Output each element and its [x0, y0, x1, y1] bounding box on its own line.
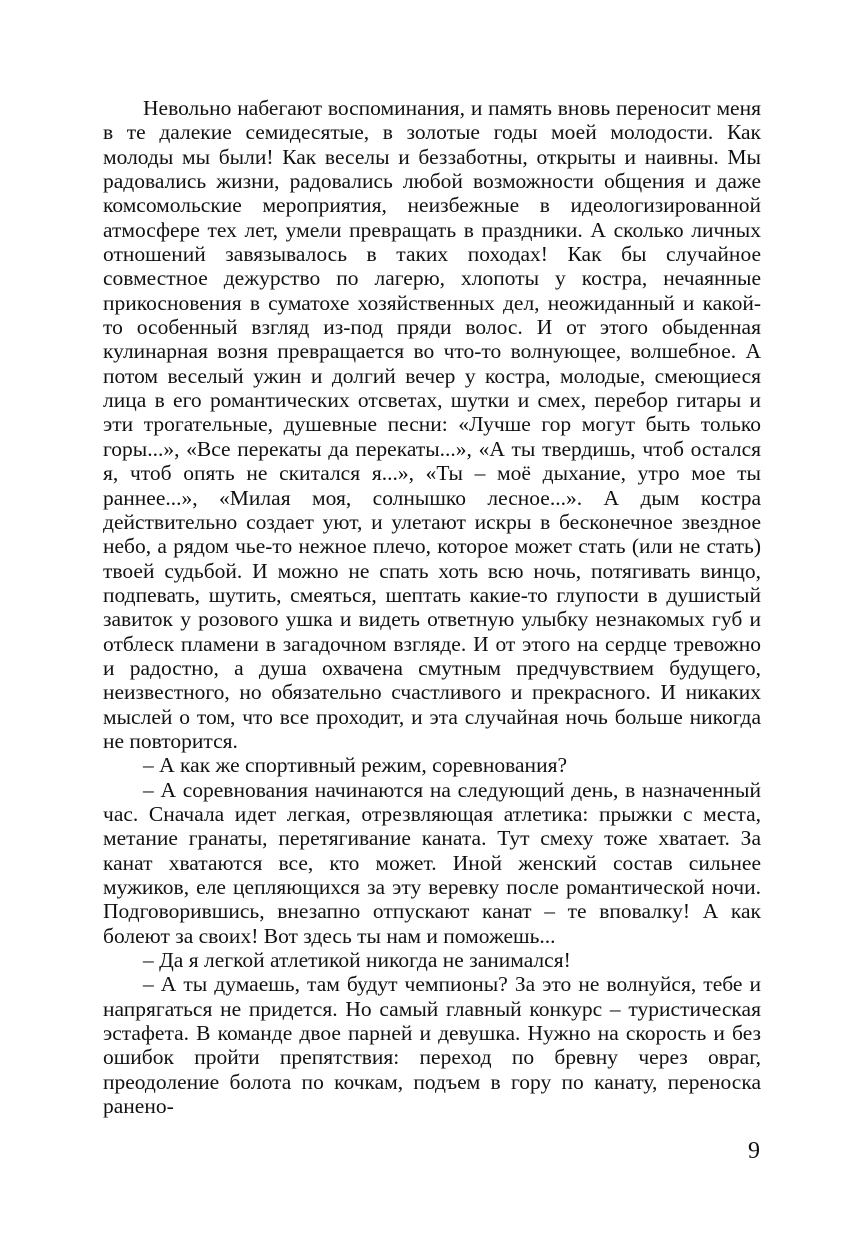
paragraph-dialogue-athletics: – Да я легкой атлетикой никогда не занимался! — [143, 948, 571, 973]
paragraph-dialogue-question: – А как же спортивный режим, соревнования? — [143, 753, 568, 778]
paragraph-memories: Невольно набегают воспоминания, и память вновь переносит меня в те далекие семидесятые, в золотые годы моей молодости. Как молоды мы были! Как веселы и беззаботны, открыты и наивны. Мы радовались жизни, радовались любой возможности общения и даже комсомольские мероприятия, неизбежные в идеологизированной атмосфере тех лет, умели превращать в праздники. А сколько личных отношений завязывалось в таких походах! Как бы случайное совместное дежурство по лагерю, хлопоты у костра, нечаянные прикосновения в суматохе хозяйственных дел, неожиданный и какой-то особенный взгляд из-под пряди волос. И от этого обыденная кулинарная возня превращается во что-то волнующее, волшебное. А потом веселый ужин и долгий вечер у костра, молодые, смеющиеся лица в его романтических отсветах, шутки и смех, перебор гитары и эти трогательные, душевные песни: «Лучше гор могут быть только горы...», «Все перекаты да перекаты...», «А ты твердишь, чтоб остался я, чтоб опять не скитался я...», «Ты – моё дыхание, утро мое ты раннее...», «Милая моя, солнышко лесное...». А дым костра действительно создает уют, и улетают искры в бесконечное звездное небо, а рядом чье-то нежное плечо, которое может стать (или не стать) твоей судьбой. И можно не спать хоть всю ночь, потягивать винцо, подпевать, шутить, смеяться, шептать какие-то глупости в душистый завиток у розового ушка и видеть ответную улыбку незнакомых губ и отблеск пламени в загадочном взгляде. И от этого на сердце тревожно и радостно, а душа охвачена смутным предчувствием будущего, неизвестного, но обязательно счастливого и прекрасного. И никаких мыслей о том, что все проходит, и эта случайная ночь больше никогда не повторится. — [103, 96, 761, 753]
paragraph-relay: – А ты думаешь, там будут чемпионы? За это не волнуйся, тебе и напрягаться не придется. Но самый главный конкурс – туристическая эстафета. В команде двое парней и девушка. Нужно на скорость и без ошибок пройти препятствия: переход по бревну через овраг, преодоление болота по кочкам, подъем в гору по канату, переноска ранено- — [103, 972, 761, 1119]
main-text — [103, 96, 761, 1118]
page-number: 9 — [748, 1138, 760, 1164]
paragraph-competitions: – А соревнования начинаются на следующий день, в назначенный час. Сначала идет легкая, отрезвляющая атлетика: прыжки с места, метание гранаты, перетягивание каната. Тут смеху тоже хватает. За канат хватаются все, кто может. Иной женский состав сильнее мужиков, еле цепляющихся за эту веревку после романтической ночи. Подговорившись, внезапно отпускают канат – те вповалку! А как болеют за своих! Вот здесь ты нам и поможешь... — [103, 777, 761, 948]
